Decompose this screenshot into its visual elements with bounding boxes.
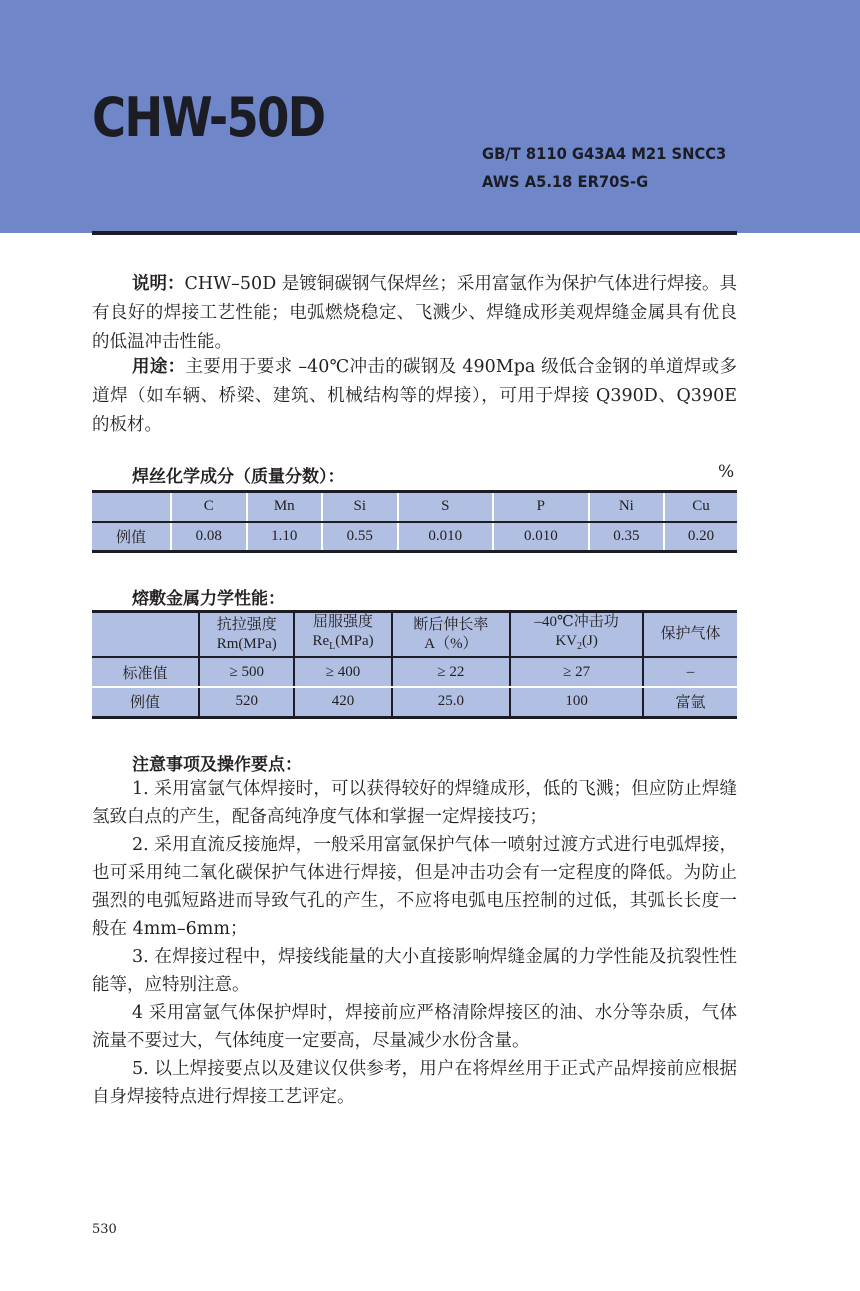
notes-title: 注意事项及操作要点： <box>132 755 302 775</box>
table-cell: 0.20 <box>664 522 737 552</box>
list-item: 5. 以上焊接要点以及建议仅供参考，用户在将焊丝用于正式产品焊接前应根据自身焊接特点进行焊接工艺评定。 <box>92 1059 737 1107</box>
mechanical-header-row <box>92 612 737 658</box>
table-cell: 520 <box>199 687 294 717</box>
table-cell: C <box>171 492 247 522</box>
table-cell: 0.35 <box>589 522 665 552</box>
table-cell: 420 <box>294 687 391 717</box>
table-cell: S <box>398 492 494 522</box>
table-cell: 0.08 <box>171 522 247 552</box>
mechanical-title: 熔敷金属力学性能： <box>132 589 285 609</box>
table-cell: 例值 <box>92 522 171 552</box>
chemistry-header-row <box>92 492 737 522</box>
list-item: 1. 采用富氩气体焊接时，可以获得较好的焊缝成形，低的飞溅；但应防止焊缝氢致白点的产生，配备高纯净度气体和掌握一定焊接技巧； <box>92 779 737 827</box>
standard-gb: GB/T 8110 G43A4 M21 SNCC3 <box>482 144 727 163</box>
table-cell: 100 <box>510 687 643 717</box>
list-item: 3. 在焊接过程中，焊接线能量的大小直接影响焊缝金属的力学性能及抗裂性性能等，应特别注意。 <box>92 947 737 995</box>
table-header-cell: 断后伸长率 A（%） <box>392 612 511 658</box>
list-item: 4 采用富氩气体保护焊时，焊接前应严格清除焊接区的油、水分等杂质，气体流量不要过大，气体纯度一定要高，尽量减少水份含量。 <box>92 1003 737 1051</box>
description-text: CHW–50D 是镀铜碳钢气保焊丝；采用富氩作为保护气体进行焊接。具有良好的焊接工艺性能；电弧燃烧稳定、飞溅少、焊缝成形美观焊缝金属具有优良的低温冲击性能。 <box>92 274 738 352</box>
table-cell: Mn <box>247 492 323 522</box>
table-cell: ≥ 500 <box>199 657 294 687</box>
table-cell: P <box>493 492 589 522</box>
table-cell: 标准值 <box>92 657 199 687</box>
table-cell: ≥ 400 <box>294 657 391 687</box>
table-header-cell: 保护气体 <box>643 612 737 658</box>
usage-label: 用途： <box>132 357 186 377</box>
table-cell: Si <box>322 492 398 522</box>
table-cell: 1.10 <box>247 522 323 552</box>
list-item: 2. 采用直流反接施焊，一般采用富氩保护气体一喷射过渡方式进行电弧焊接，也可采用纯二氧化碳保护气体进行焊接，但是冲击功会有一定程度的降低。为防止强烈的电弧短路进而导致气孔的产生，不应将电弧电压控制的过低，其弧长长度一般在 4mm–6mm； <box>92 835 737 939</box>
notes-list <box>92 775 737 1111</box>
description-label: 说明： <box>132 274 185 294</box>
usage-paragraph <box>92 353 737 440</box>
chemistry-table <box>92 490 737 553</box>
table-row <box>92 522 737 552</box>
table-cell: 富氩 <box>643 687 737 717</box>
table-cell: 25.0 <box>392 687 511 717</box>
chemistry-title: 焊丝化学成分（质量分数）： <box>132 467 345 487</box>
table-header-cell: 屈服强度 $Re_L(MPa)$ <box>294 612 391 658</box>
table-cell: 0.010 <box>493 522 589 552</box>
chemistry-unit: % <box>718 462 735 482</box>
product-title: CHW-50D <box>92 86 325 149</box>
table-cell: 0.010 <box>398 522 494 552</box>
header-rule <box>92 231 737 235</box>
description-paragraph <box>92 270 737 357</box>
mechanical-table <box>92 610 737 719</box>
table-header-cell: –40℃冲击功 $KV_2(J)$ <box>510 612 643 658</box>
table-row <box>92 657 737 687</box>
table-cell <box>92 612 199 658</box>
table-cell: ≥ 22 <box>392 657 511 687</box>
table-cell: – <box>643 657 737 687</box>
table-cell: ≥ 27 <box>510 657 643 687</box>
table-cell: Cu <box>664 492 737 522</box>
table-cell: Ni <box>589 492 665 522</box>
table-header-cell: 抗拉强度 Rm(MPa) <box>199 612 294 658</box>
table-cell: 例值 <box>92 687 199 717</box>
page-number: 530 <box>92 1222 117 1237</box>
standard-aws: AWS A5.18 ER70S-G <box>482 172 649 191</box>
usage-text: 主要用于要求 –40℃冲击的碳钢及 490Mpa 级低合金钢的单道焊或多道焊（如车辆、桥梁、建筑、机械结构等的焊接），可用于焊接 Q390D、Q390E 的板材。 <box>92 357 737 435</box>
table-cell: 0.55 <box>322 522 398 552</box>
table-row <box>92 687 737 717</box>
table-cell <box>92 492 171 522</box>
